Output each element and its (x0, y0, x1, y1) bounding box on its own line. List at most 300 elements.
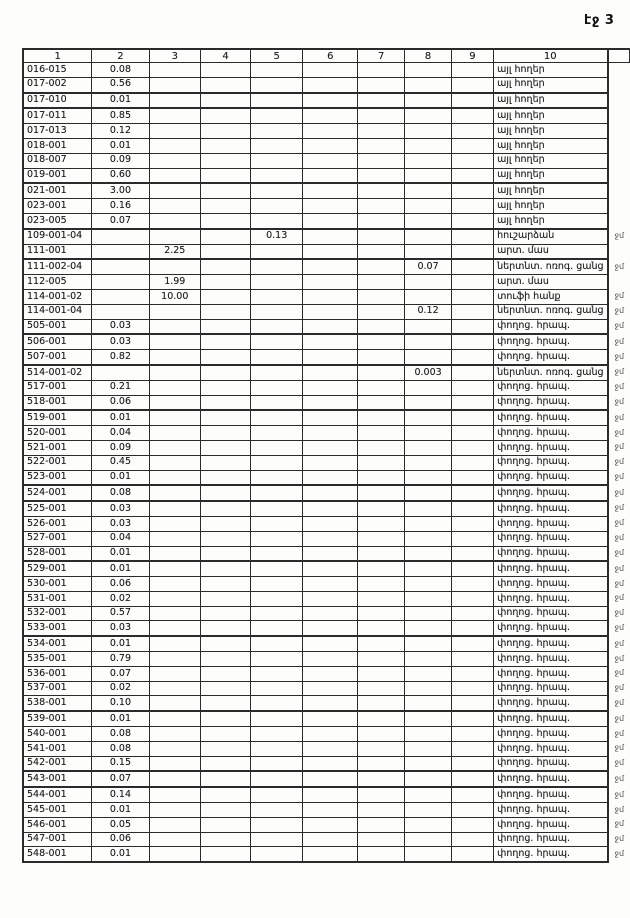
value-cell (303, 365, 358, 380)
column-header-8: 8 (405, 49, 452, 63)
land-type-cell: փողոց. հրապ. (494, 666, 608, 681)
parcel-code-cell: 548-001 (23, 847, 92, 862)
table-row (23, 410, 630, 425)
margin-annotation: ջմ (614, 698, 625, 708)
value-cell (201, 832, 251, 847)
land-type-cell: այլ հողեր (494, 168, 608, 183)
value-cell (303, 771, 358, 787)
parcel-code-cell: 506-001 (23, 334, 92, 349)
table-row (23, 711, 630, 726)
value-cell (303, 621, 358, 636)
value-cell (451, 77, 493, 92)
value-cell (149, 711, 201, 726)
parcel-code-cell: 547-001 (23, 832, 92, 847)
value-cell (149, 304, 201, 319)
value-cell (303, 334, 358, 349)
margin-annotation: ջմ (614, 457, 625, 467)
value-cell (303, 229, 358, 244)
value-cell (201, 153, 251, 168)
value-cell (149, 259, 201, 274)
value-cell: 0.01 (92, 93, 149, 109)
value-cell (251, 213, 303, 228)
table-row (23, 727, 630, 742)
value-cell (251, 63, 303, 78)
value-cell (303, 138, 358, 153)
margin-annotation (608, 199, 630, 214)
value-cell (303, 485, 358, 501)
value-cell (358, 93, 405, 109)
value-cell (201, 138, 251, 153)
value-cell: 0.06 (92, 577, 149, 592)
value-cell: 0.07 (92, 213, 149, 228)
value-cell (451, 516, 493, 531)
value-cell (358, 696, 405, 711)
value-cell: 0.07 (92, 771, 149, 787)
land-type-cell: այլ հողեր (494, 199, 608, 214)
value-cell (405, 501, 452, 516)
value-cell (451, 93, 493, 109)
value-cell (201, 410, 251, 425)
value-cell (358, 77, 405, 92)
parcel-code-cell: 111-002-04 (23, 259, 92, 274)
value-cell (149, 93, 201, 109)
parcel-code-cell: 114-001-04 (23, 304, 92, 319)
value-cell (251, 410, 303, 425)
table-row (23, 259, 630, 274)
value-cell (251, 304, 303, 319)
value-cell (251, 621, 303, 636)
land-type-cell: փողոց. հրապ. (494, 621, 608, 636)
value-cell (358, 832, 405, 847)
parcel-code-cell: 019-001 (23, 168, 92, 183)
parcel-code-cell: 533-001 (23, 621, 92, 636)
margin-annotation (608, 108, 630, 123)
value-cell (358, 168, 405, 183)
value-cell: 0.12 (92, 124, 149, 139)
value-cell (251, 395, 303, 410)
value-cell: 0.03 (92, 516, 149, 531)
value-cell (358, 531, 405, 546)
margin-annotation: ջմ (614, 563, 625, 573)
value-cell (451, 832, 493, 847)
margin-annotation: ջմ (614, 623, 625, 633)
value-cell (92, 275, 149, 290)
value-cell (251, 606, 303, 621)
value-cell (303, 817, 358, 832)
value-cell (451, 319, 493, 334)
land-type-cell: այլ հողեր (494, 153, 608, 168)
value-cell (251, 817, 303, 832)
value-cell: 0.04 (92, 426, 149, 441)
value-cell: 0.45 (92, 455, 149, 470)
land-type-cell: ներտնտ. ոռոգ. ցանց (494, 365, 608, 380)
value-cell (251, 138, 303, 153)
land-type-cell: փողոց. հրապ. (494, 636, 608, 651)
value-cell (251, 577, 303, 592)
value-cell (251, 546, 303, 561)
value-cell (405, 711, 452, 726)
value-cell (149, 501, 201, 516)
value-cell (358, 244, 405, 259)
value-cell: 0.02 (92, 681, 149, 696)
value-cell (405, 213, 452, 228)
value-cell (251, 501, 303, 516)
value-cell (251, 832, 303, 847)
margin-annotation (608, 124, 630, 139)
value-cell (405, 455, 452, 470)
value-cell (451, 455, 493, 470)
table-row (23, 124, 630, 139)
land-type-cell: փողոց. հրապ. (494, 652, 608, 667)
value-cell (201, 803, 251, 818)
value-cell (451, 395, 493, 410)
margin-annotation (608, 183, 630, 198)
margin-annotation: ջմ (614, 638, 625, 648)
margin-annotation: ջմ (614, 427, 625, 437)
margin-annotation: ջմ (614, 472, 625, 482)
value-cell: 0.06 (92, 832, 149, 847)
value-cell (358, 350, 405, 365)
value-cell: 0.08 (92, 485, 149, 501)
value-cell (303, 124, 358, 139)
value-cell (358, 756, 405, 771)
value-cell (358, 199, 405, 214)
parcel-code-cell: 529-001 (23, 561, 92, 576)
value-cell (251, 426, 303, 441)
table-row (23, 440, 630, 455)
value-cell (149, 741, 201, 756)
value-cell (358, 847, 405, 862)
value-cell (149, 832, 201, 847)
land-type-cell: փողոց. հրապ. (494, 350, 608, 365)
value-cell (149, 470, 201, 485)
value-cell: 0.07 (92, 666, 149, 681)
margin-annotation: ջմ (614, 548, 625, 558)
table-row (23, 63, 630, 78)
value-cell (358, 365, 405, 380)
value-cell (149, 621, 201, 636)
parcel-code-cell: 527-001 (23, 531, 92, 546)
value-cell: 0.85 (92, 108, 149, 123)
value-cell (451, 350, 493, 365)
value-cell (405, 470, 452, 485)
value-cell (149, 63, 201, 78)
parcel-code-cell: 111-001 (23, 244, 92, 259)
value-cell (92, 289, 149, 304)
value-cell (303, 410, 358, 425)
value-cell (358, 741, 405, 756)
value-cell (201, 275, 251, 290)
value-cell (149, 636, 201, 651)
value-cell (251, 727, 303, 742)
value-cell: 0.01 (92, 138, 149, 153)
value-cell (251, 561, 303, 576)
value-cell (405, 516, 452, 531)
value-cell (303, 741, 358, 756)
value-cell (251, 666, 303, 681)
value-cell (451, 546, 493, 561)
value-cell (251, 380, 303, 395)
value-cell (451, 380, 493, 395)
value-cell (451, 108, 493, 123)
value-cell (358, 380, 405, 395)
value-cell (251, 652, 303, 667)
value-cell: 0.01 (92, 803, 149, 818)
value-cell (251, 771, 303, 787)
value-cell (201, 666, 251, 681)
margin-annotation: ջմ (614, 834, 625, 844)
margin-annotation: ջմ (614, 487, 625, 497)
value-cell (201, 516, 251, 531)
land-type-cell: փողոց. հրապ. (494, 787, 608, 802)
value-cell (149, 168, 201, 183)
value-cell (303, 516, 358, 531)
value-cell (201, 787, 251, 802)
table-row (23, 168, 630, 183)
value-cell (201, 711, 251, 726)
margin-annotation: ջմ (614, 578, 625, 588)
value-cell (149, 817, 201, 832)
parcel-code-cell: 535-001 (23, 652, 92, 667)
page-number: էջ 3 (584, 13, 615, 28)
value-cell (149, 696, 201, 711)
value-cell (201, 531, 251, 546)
margin-annotation: ջմ (614, 683, 625, 693)
value-cell (201, 440, 251, 455)
table-row (23, 652, 630, 667)
parcel-code-cell: 542-001 (23, 756, 92, 771)
table-row (23, 395, 630, 410)
margin-annotation: ջմ (614, 291, 625, 301)
land-type-cell: ներտնտ. ոռոգ. ցանց (494, 259, 608, 274)
value-cell (251, 168, 303, 183)
value-cell (405, 696, 452, 711)
table-row (23, 319, 630, 334)
value-cell (251, 244, 303, 259)
table-row (23, 108, 630, 123)
land-type-cell: այլ հողեր (494, 108, 608, 123)
parcel-code-cell: 017-010 (23, 93, 92, 109)
value-cell (405, 606, 452, 621)
value-cell (358, 577, 405, 592)
table-row (23, 183, 630, 198)
table-row (23, 577, 630, 592)
value-cell (358, 621, 405, 636)
column-header-4: 4 (201, 49, 251, 63)
table-row (23, 138, 630, 153)
value-cell (451, 577, 493, 592)
value-cell (303, 832, 358, 847)
table-row (23, 803, 630, 818)
land-type-cell: այլ հողեր (494, 77, 608, 92)
value-cell (358, 606, 405, 621)
table-row (23, 77, 630, 92)
margin-annotation: ջմ (614, 773, 625, 783)
value-cell (303, 561, 358, 576)
margin-annotation (608, 275, 630, 290)
value-cell (358, 516, 405, 531)
table-row (23, 591, 630, 606)
value-cell (251, 485, 303, 501)
value-cell (303, 696, 358, 711)
table-row (23, 756, 630, 771)
table-row (23, 229, 630, 244)
value-cell (251, 319, 303, 334)
value-cell (451, 259, 493, 274)
parcel-code-cell: 017-011 (23, 108, 92, 123)
parcel-code-cell: 532-001 (23, 606, 92, 621)
value-cell: 0.16 (92, 199, 149, 214)
land-type-cell: փողոց. հրապ. (494, 426, 608, 441)
value-cell (149, 77, 201, 92)
land-type-cell: փողոց. հրապ. (494, 803, 608, 818)
value-cell (358, 711, 405, 726)
value-cell (405, 275, 452, 290)
margin-annotation: ջմ (614, 518, 625, 528)
value-cell (201, 756, 251, 771)
parcel-code-cell: 538-001 (23, 696, 92, 711)
value-cell (303, 275, 358, 290)
value-cell (405, 63, 452, 78)
parcel-code-cell: 520-001 (23, 426, 92, 441)
value-cell (405, 847, 452, 862)
value-cell (303, 244, 358, 259)
value-cell: 0.07 (405, 259, 452, 274)
value-cell (92, 259, 149, 274)
column-header-7: 7 (358, 49, 405, 63)
header-row (23, 49, 630, 63)
value-cell (405, 199, 452, 214)
margin-annotation: ջմ (614, 608, 625, 618)
value-cell (405, 138, 452, 153)
margin-annotation: ջմ (614, 668, 625, 678)
land-type-cell: փողոց. հրապ. (494, 485, 608, 501)
land-type-cell: փողոց. հրապ. (494, 847, 608, 862)
value-cell: 0.15 (92, 756, 149, 771)
value-cell (201, 380, 251, 395)
value-cell (92, 304, 149, 319)
value-cell (405, 832, 452, 847)
value-cell (358, 440, 405, 455)
margin-spacer (608, 49, 630, 63)
margin-annotation: ջմ (614, 713, 625, 723)
land-type-cell: այլ հողեր (494, 124, 608, 139)
parcel-code-cell: 114-001-02 (23, 289, 92, 304)
value-cell (201, 426, 251, 441)
value-cell: 2.25 (149, 244, 201, 259)
margin-annotation: ջմ (614, 397, 625, 407)
margin-annotation: ջմ (614, 306, 625, 316)
value-cell (451, 334, 493, 349)
value-cell (149, 199, 201, 214)
table-row (23, 516, 630, 531)
margin-annotation: ջմ (614, 653, 625, 663)
value-cell: 0.03 (92, 501, 149, 516)
parcel-code-cell: 016-015 (23, 63, 92, 78)
value-cell (149, 153, 201, 168)
parcel-code-cell: 539-001 (23, 711, 92, 726)
table-row (23, 531, 630, 546)
table-body (23, 63, 630, 863)
value-cell (451, 636, 493, 651)
value-cell (201, 577, 251, 592)
column-header-2: 2 (92, 49, 149, 63)
land-type-cell: փողոց. հրապ. (494, 455, 608, 470)
parcel-code-cell: 531-001 (23, 591, 92, 606)
value-cell (201, 636, 251, 651)
land-type-cell: այլ հողեր (494, 93, 608, 109)
value-cell (358, 183, 405, 198)
value-cell (405, 741, 452, 756)
value-cell (451, 410, 493, 425)
value-cell (358, 666, 405, 681)
value-cell (251, 756, 303, 771)
parcel-code-cell: 017-013 (23, 124, 92, 139)
land-type-cell: այլ հողեր (494, 183, 608, 198)
value-cell (451, 275, 493, 290)
value-cell (201, 470, 251, 485)
value-cell (405, 621, 452, 636)
value-cell (405, 108, 452, 123)
value-cell (201, 606, 251, 621)
land-type-cell: փողոց. հրապ. (494, 531, 608, 546)
value-cell (451, 817, 493, 832)
value-cell (303, 153, 358, 168)
value-cell (201, 771, 251, 787)
parcel-code-cell: 023-001 (23, 199, 92, 214)
land-type-cell: փողոց. հրապ. (494, 501, 608, 516)
land-type-cell: ներտնտ. ոռոգ. ցանց (494, 304, 608, 319)
land-type-cell: փողոց. հրապ. (494, 380, 608, 395)
value-cell (251, 108, 303, 123)
value-cell (201, 124, 251, 139)
value-cell (303, 455, 358, 470)
value-cell (303, 213, 358, 228)
value-cell (405, 561, 452, 576)
land-type-cell: փողոց. հրապ. (494, 319, 608, 334)
parcel-code-cell: 017-002 (23, 77, 92, 92)
value-cell (149, 108, 201, 123)
value-cell (149, 183, 201, 198)
value-cell (358, 289, 405, 304)
value-cell (303, 63, 358, 78)
margin-annotation: ջմ (614, 728, 625, 738)
margin-annotation (608, 153, 630, 168)
value-cell (405, 410, 452, 425)
margin-annotation: ջմ (614, 412, 625, 422)
table-row (23, 771, 630, 787)
value-cell (303, 711, 358, 726)
value-cell (451, 847, 493, 862)
value-cell (303, 199, 358, 214)
value-cell (358, 727, 405, 742)
value-cell: 0.01 (92, 636, 149, 651)
parcel-code-cell: 543-001 (23, 771, 92, 787)
value-cell (303, 501, 358, 516)
value-cell (451, 681, 493, 696)
value-cell (251, 183, 303, 198)
value-cell (358, 817, 405, 832)
margin-annotation: ջմ (614, 503, 625, 513)
parcel-code-cell: 541-001 (23, 741, 92, 756)
value-cell: 0.09 (92, 153, 149, 168)
value-cell (303, 470, 358, 485)
value-cell: 1.99 (149, 275, 201, 290)
value-cell (303, 108, 358, 123)
margin-annotation (608, 63, 630, 78)
value-cell (358, 681, 405, 696)
value-cell (149, 771, 201, 787)
